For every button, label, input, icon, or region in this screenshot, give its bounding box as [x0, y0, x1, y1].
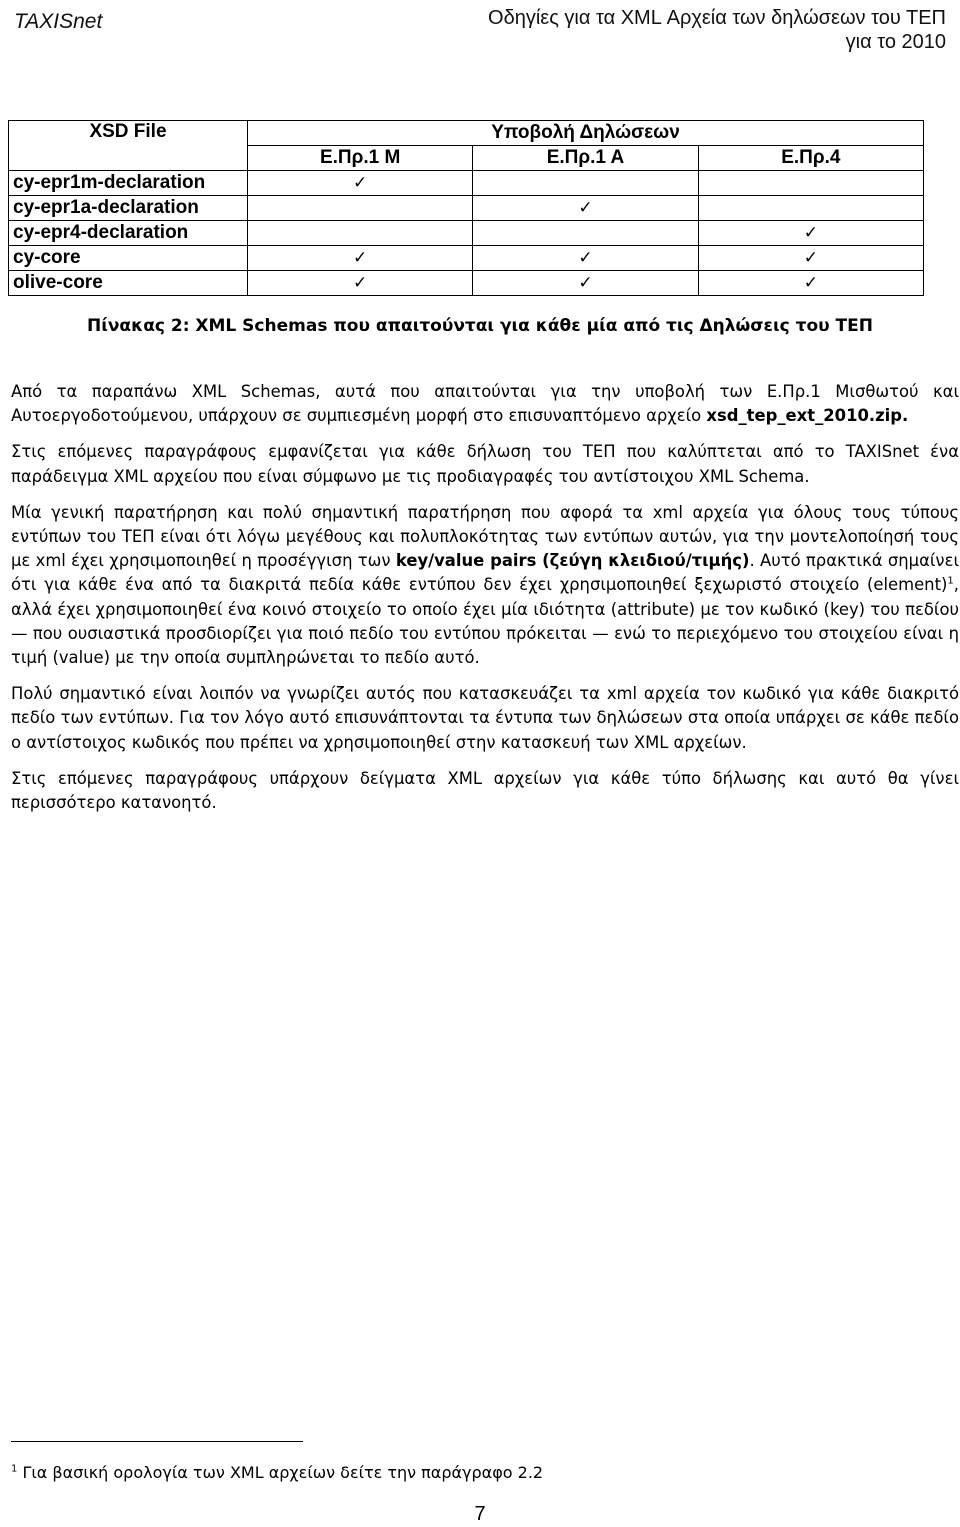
paragraph-1-text: Από τα παραπάνω XML Schemas, αυτά που απαιτούνται για την υποβολή των Ε.Πρ.1 Μισθωτού και Αυτοεργοδοτούμενου, υπάρχουν σε συμπιεσμένη μορφή στο επισυναπτόμενο αρχείο [11, 382, 959, 426]
check-cell [698, 171, 923, 196]
check-cell [473, 196, 698, 221]
check-cell [473, 271, 698, 296]
check-cell [698, 196, 923, 221]
xsd-file-name: cy-epr1a-declaration [9, 196, 248, 221]
xsd-schemas-table [8, 120, 924, 296]
paragraph-5: Στις επόμενες παραγράφους υπάρχουν δείγματα XML αρχείων για κάθε τύπο δήλωσης και αυτό θα γίνει περισσότερο κατανοητό. [11, 768, 959, 813]
header-left-title: TAXISnet [14, 10, 103, 33]
check-cell [473, 246, 698, 271]
footnote-number: 1 [11, 1463, 18, 1475]
check-cell [248, 171, 473, 196]
header-right-title [488, 6, 946, 54]
page-number: 7 [474, 1503, 486, 1525]
xsd-file-name: cy-epr4-declaration [9, 221, 248, 246]
checkmark-icon: ✓ [578, 273, 593, 293]
submission-header: Υποβολή Δηλώσεων [248, 121, 924, 146]
paragraph-4: Πολύ σημαντικό είναι λοιπόν να γνωρίζει αυτός που κατασκευάζει τα xml αρχεία τον κωδικό για κάθε διακριτό πεδίο των εντύπων. Για τον λόγο αυτό επισυνάπτονται τα έντυπα των δηλώσεων στα οποία υπάρχει σε κάθε πεδίο ο αντίστοιχος κωδικός που πρέπει να χρησιμοποιηθεί στην κατασκευή των XML αρχείων. [11, 684, 959, 752]
footnote-separator [11, 1441, 303, 1442]
table-row [9, 271, 924, 296]
paragraph-3-part-a: Μία γενική παρατήρηση και πολύ σημαντική παρατήρηση που αφορά τα xml αρχεία για όλους τους τύπους εντύπων του ΤΕΠ είναι ότι λόγω μεγέθους και πολυπλοκότητας των εντύπων αυτών, για την μοντελοποίησή τους με xml έχει χρησιμοποιηθεί η προσέγγιση των [11, 502, 959, 571]
xsd-file-header: XSD File [9, 121, 248, 171]
check-cell [473, 171, 698, 196]
paragraph-3-part-c: , αλλά έχει χρησιμοποιηθεί ένα κοινό στοιχείο το οποίο έχει μία ιδιότητα (attribute) με τον κωδικό (key) του πεδίου — που ουσιαστικά προσδιορίζει για ποιό πεδίο του εντύπου πρόκειται — ενώ το περιεχόμενο του στοιχείου είναι η τιμή (value) με την οποία συμπληρώνεται το πεδίο αυτό. [11, 575, 959, 668]
main-text [11, 380, 959, 827]
paragraph-2: Στις επόμενες παραγράφους εμφανίζεται για κάθε δήλωση του ΤΕΠ που καλύπτεται από το TAXISnet ένα παράδειγμα XML αρχείου που είναι σύμφωνο με τις προδιαγραφές του αντίστοιχου XML Schema. [11, 442, 959, 486]
table-row [9, 221, 924, 246]
paragraph-3 [11, 501, 959, 670]
footnote-text: Για βασική ορολογία των XML αρχείων δείτε την παράγραφο 2.2 [17, 1463, 544, 1482]
subheader-epr1a: Ε.Πρ.1 Α [473, 146, 698, 171]
header-title-line2: για το 2010 [845, 31, 946, 53]
paragraph-1 [11, 380, 959, 428]
paragraph-3-part-b: . Αυτό πρακτικά σημαίνει ότι για κάθε ένα από τα διακριτά πεδία κάθε εντύπου δεν έχει χρησιμοποιηθεί ξεχωριστό στοιχείο (element) [11, 551, 959, 595]
checkmark-icon: ✓ [353, 273, 368, 293]
check-cell [698, 221, 923, 246]
checkmark-icon: ✓ [803, 273, 818, 293]
table-caption: Πίνακας 2: XML Schemas που απαιτούνται για κάθε μία από τις Δηλώσεις του ΤΕΠ [87, 316, 873, 336]
check-cell [248, 196, 473, 221]
checkmark-icon: ✓ [578, 198, 593, 218]
table-body [9, 171, 924, 296]
xsd-file-name: cy-epr1m-declaration [9, 171, 248, 196]
checkmark-icon: ✓ [578, 248, 593, 268]
footnote [11, 1463, 543, 1482]
check-cell [698, 271, 923, 296]
key-value-pairs-term: key/value pairs (ζεύγη κλειδιού/τιμής) [395, 551, 750, 571]
check-cell [248, 271, 473, 296]
header-title-line1: Οδηγίες για τα XML Αρχεία των δηλώσεων του ΤΕΠ [488, 7, 946, 29]
checkmark-icon: ✓ [803, 248, 818, 268]
check-cell [248, 246, 473, 271]
checkmark-icon: ✓ [353, 173, 368, 193]
subheader-epr4: Ε.Πρ.4 [698, 146, 923, 171]
table-row [9, 196, 924, 221]
xsd-file-name: olive-core [9, 271, 248, 296]
table-header-row [9, 121, 924, 146]
check-cell [248, 221, 473, 246]
table-row [9, 246, 924, 271]
checkmark-icon: ✓ [353, 248, 368, 268]
table-row [9, 171, 924, 196]
check-cell [473, 221, 698, 246]
zip-file-name: xsd_tep_ext_2010.zip. [706, 406, 909, 426]
subheader-epr1m: Ε.Πρ.1 Μ [248, 146, 473, 171]
check-cell [698, 246, 923, 271]
xsd-file-name: cy-core [9, 246, 248, 271]
footnote-ref: 1 [947, 575, 954, 587]
checkmark-icon: ✓ [803, 223, 818, 243]
